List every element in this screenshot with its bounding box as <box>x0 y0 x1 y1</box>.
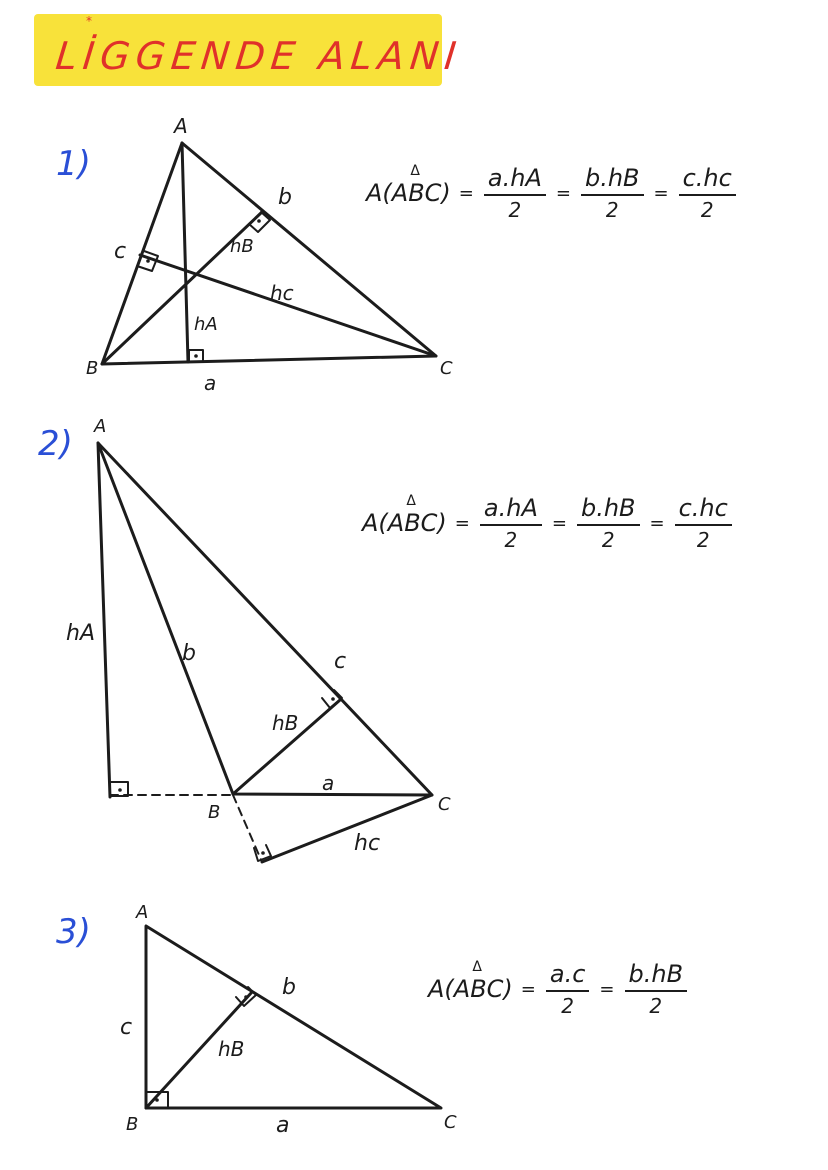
fraction-c-hc-1: $\frac{c.hc}{2}$ <box>679 164 736 222</box>
side-label-c-2: c <box>334 649 347 674</box>
height-label-hc-1: hc <box>270 281 294 305</box>
vertex-label-b-3: B <box>126 1114 139 1135</box>
side-label-c-3: c <box>120 1015 133 1040</box>
vertex-label-a-3: A <box>136 902 149 923</box>
altitude-hc-2 <box>262 795 432 862</box>
height-label-ha-1: hA <box>194 314 218 335</box>
triangle-symbol-2: Δ <box>406 493 416 509</box>
triangle-3 <box>146 926 441 1108</box>
area-formula-1: Δ A(ABC) = $\frac{a.hA}{2}$ = $\frac{b.hB}{2}$ = $\frac{c.hc}{2}$ <box>366 164 742 222</box>
figure-3-right-triangle <box>146 926 441 1108</box>
triangle-symbol-1: Δ <box>410 163 420 179</box>
fraction-b-hb-2: $\frac{b.hB}{2}$ <box>577 494 640 552</box>
side-label-c-1: c <box>114 239 127 264</box>
area-formula-2: Δ A(ABC) = $\frac{a.hA}{2}$ = $\frac{b.hB}{2}$ = $\frac{c.hc}{2}$ <box>362 494 738 552</box>
height-label-ha-2: hA <box>66 621 95 646</box>
side-label-a-1: a <box>204 371 217 395</box>
triangle-symbol-3: Δ <box>472 959 482 975</box>
altitude-hc-1 <box>140 255 436 356</box>
height-label-hb-2: hB <box>272 711 299 735</box>
area-formula-3: Δ A(ABC) = $\frac{a.c}{2}$ = $\frac{b.hB}{2}$ <box>428 960 693 1018</box>
fraction-b-hb-1: $\frac{b.hB}{2}$ <box>581 164 644 222</box>
section-number-2: 2) <box>38 424 73 464</box>
title-star: * <box>86 14 92 28</box>
section-number-1: 1) <box>56 144 91 184</box>
vertex-label-c-3: C <box>444 1112 457 1133</box>
side-label-b-1: b <box>278 185 292 210</box>
section-number-3: 3) <box>56 912 91 952</box>
formula-lhs-1: Δ A(ABC) <box>366 163 451 207</box>
side-label-a-3: a <box>276 1113 290 1138</box>
formula-lhs-3: Δ A(ABC) <box>428 959 513 1003</box>
extension-c-2 <box>233 795 262 862</box>
vertex-label-c-2: C <box>438 794 451 815</box>
side-label-b-3: b <box>282 975 296 1000</box>
fraction-a-ha-2: $\frac{a.hA}{2}$ <box>480 494 542 552</box>
vertex-label-a-2: A <box>94 416 107 437</box>
fraction-a-c-3: $\frac{a.c}{2}$ <box>546 960 590 1018</box>
height-label-hb-1: hB <box>230 236 254 257</box>
vertex-label-b-1: B <box>86 358 99 379</box>
height-label-hc-2: hc <box>354 831 381 856</box>
vertex-label-b-2: B <box>208 802 221 823</box>
altitude-ha-1 <box>182 143 188 362</box>
altitude-ha-2 <box>98 443 110 797</box>
vertex-label-c-1: C <box>440 358 453 379</box>
fraction-b-hb-3: $\frac{b.hB}{2}$ <box>625 960 688 1018</box>
vertex-label-a-1: A <box>174 114 188 138</box>
side-label-b-2: b <box>182 641 196 666</box>
side-label-a-2: a <box>322 771 335 795</box>
fraction-c-hc-2: $\frac{c.hc}{2}$ <box>675 494 732 552</box>
fraction-a-ha-1: $\frac{a.hA}{2}$ <box>484 164 546 222</box>
page-title: LİGGENDE ALANI <box>53 34 465 78</box>
formula-lhs-2: Δ A(ABC) <box>362 493 447 537</box>
height-label-hb-3: hB <box>218 1037 245 1061</box>
